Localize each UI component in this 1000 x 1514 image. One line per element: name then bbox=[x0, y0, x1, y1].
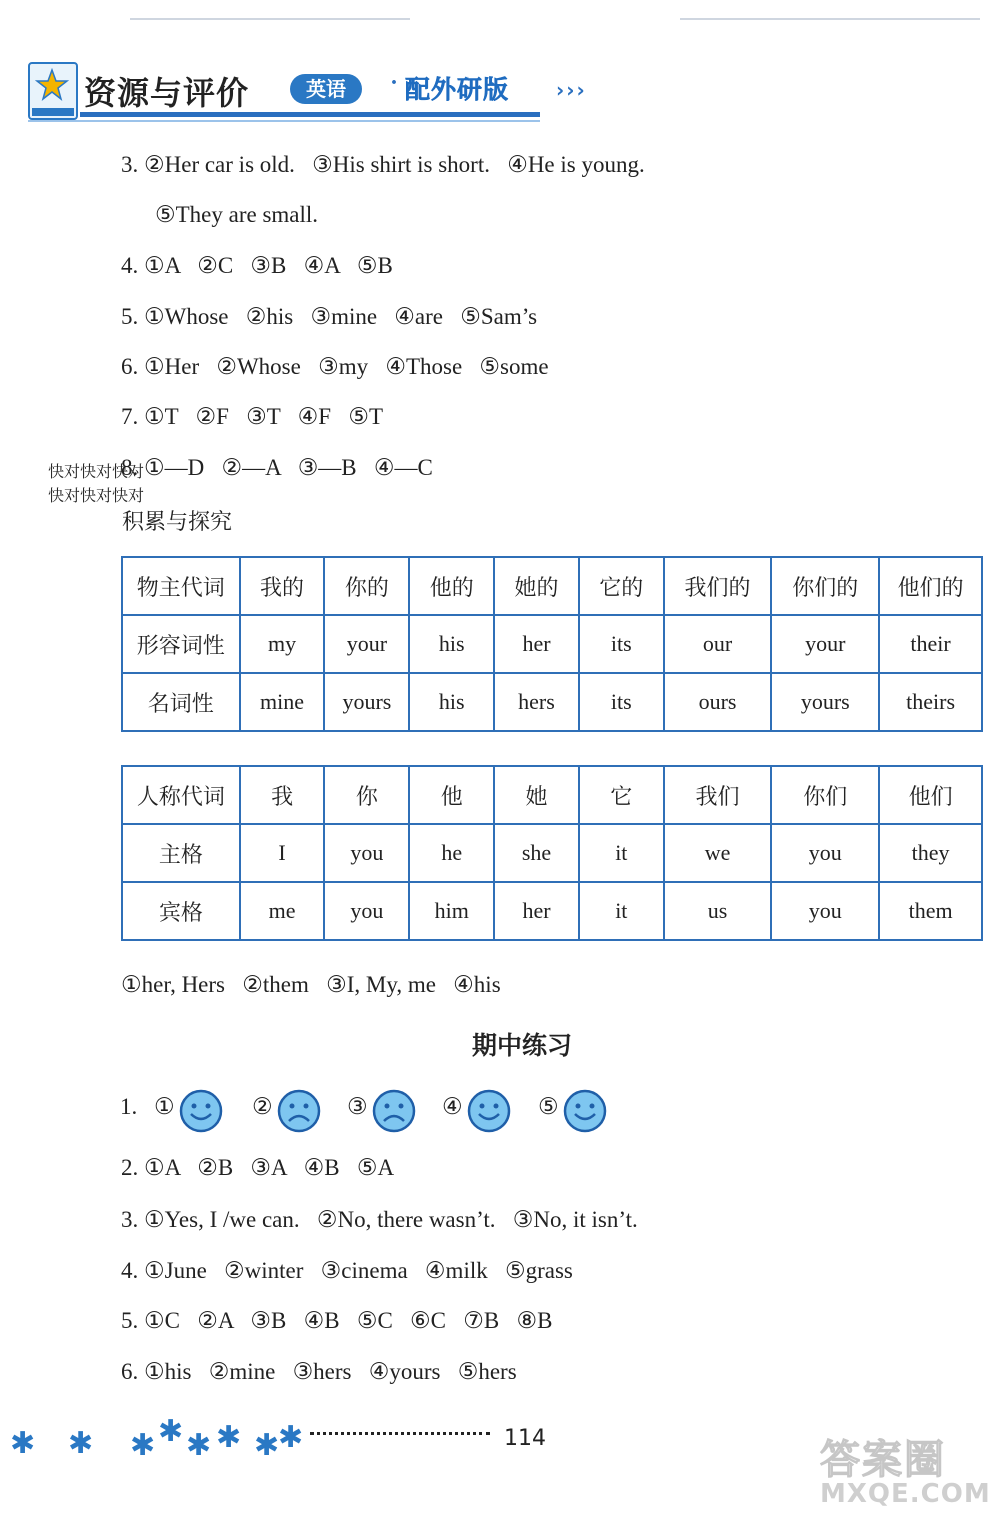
personal-table-cell: her bbox=[494, 882, 579, 940]
personal-table-cell: me bbox=[240, 882, 325, 940]
possessive-table-cell: yours bbox=[771, 673, 879, 731]
possessive-table-cell: its bbox=[579, 615, 664, 673]
possessive-table-cell: our bbox=[664, 615, 772, 673]
pronoun-answer-line: ①her, Hers ②them ③I, My, me ④his bbox=[121, 972, 501, 997]
personal-table-cell: they bbox=[879, 824, 982, 882]
star-icon: ✱ bbox=[158, 1414, 184, 1449]
possessive-table-cell: her bbox=[494, 615, 579, 673]
header-edition: 配外研版 bbox=[405, 75, 510, 104]
personal-table-cell: 我 bbox=[240, 766, 325, 824]
answer-q5: 5. ①Whose ②his ③mine ④are ⑤Sam’s bbox=[121, 304, 538, 329]
overlay-text-2: 快对快对快对 bbox=[48, 486, 145, 505]
header-subject: 英语 bbox=[290, 74, 362, 104]
possessive-table-row bbox=[122, 615, 982, 673]
personal-table-cell: we bbox=[664, 824, 772, 882]
answer-q7: 7. ①T ②F ③T ④F ⑤T bbox=[121, 404, 383, 429]
personal-table-cell: 你们 bbox=[771, 766, 879, 824]
personal-table-cell: him bbox=[409, 882, 494, 940]
possessive-table-cell: my bbox=[240, 615, 325, 673]
possessive-table-row bbox=[122, 673, 982, 731]
possessive-table-cell: his bbox=[409, 615, 494, 673]
answer-q4: 4. ①A ②C ③B ④A ⑤B bbox=[121, 253, 393, 278]
smiley-face-icon bbox=[466, 1088, 512, 1134]
possessive-table-cell: 你的 bbox=[324, 557, 409, 615]
personal-table-cell: 你 bbox=[324, 766, 409, 824]
possessive-table-cell: 她的 bbox=[494, 557, 579, 615]
possessive-pronoun-table bbox=[121, 556, 983, 732]
possessive-table-cell: mine bbox=[240, 673, 325, 731]
star-icon: ✱ bbox=[186, 1428, 212, 1463]
possessive-table-cell: theirs bbox=[879, 673, 982, 731]
overlay-text-1: 快对快对快对 bbox=[48, 462, 145, 481]
possessive-table-cell: 我的 bbox=[240, 557, 325, 615]
midterm-q5: 5. ①C ②A ③B ④B ⑤C ⑥C ⑦B ⑧B bbox=[121, 1308, 553, 1333]
possessive-table-cell: your bbox=[324, 615, 409, 673]
q1-number: 1. bbox=[120, 1094, 138, 1119]
possessive-table-cell: 它的 bbox=[579, 557, 664, 615]
possessive-table-cell: their bbox=[879, 615, 982, 673]
personal-table-cell: 她 bbox=[494, 766, 579, 824]
page-footer bbox=[10, 1414, 570, 1470]
possessive-table-cell: hers bbox=[494, 673, 579, 731]
personal-table-cell: you bbox=[324, 824, 409, 882]
star-icon: ✱ bbox=[278, 1420, 304, 1455]
personal-table-cell: 他们 bbox=[879, 766, 982, 824]
star-icon: ✱ bbox=[216, 1420, 242, 1455]
possessive-table-cell: 你们的 bbox=[771, 557, 879, 615]
page-header bbox=[28, 62, 587, 120]
smiley-face-icon bbox=[178, 1088, 224, 1134]
midterm-q6: 6. ①his ②mine ③hers ④yours ⑤hers bbox=[121, 1359, 517, 1384]
possessive-table-row bbox=[122, 557, 982, 615]
sad-face-icon bbox=[371, 1088, 417, 1134]
top-rule-left bbox=[130, 18, 410, 20]
midterm-q2: 2. ①A ②B ③A ④B ⑤A bbox=[121, 1155, 395, 1180]
possessive-table-cell: ours bbox=[664, 673, 772, 731]
section-heading-midterm: 期中练习 bbox=[471, 1031, 572, 1060]
personal-table-cell: you bbox=[771, 824, 879, 882]
star-icon: ✱ bbox=[254, 1428, 280, 1463]
answer-q3-line2: ⑤They are small. bbox=[155, 202, 319, 227]
possessive-table-cell: his bbox=[409, 673, 494, 731]
answer-q8: 8. ①—D ②—A ③—B ④—C bbox=[121, 455, 433, 480]
midterm-q4: 4. ①June ②winter ③cinema ④milk ⑤grass bbox=[121, 1258, 573, 1283]
possessive-table-cell: 物主代词 bbox=[122, 557, 240, 615]
answer-q3-line1: 3. ②Her car is old. ③His shirt is short. ④He is young. bbox=[121, 152, 645, 177]
personal-table-cell: 它 bbox=[579, 766, 664, 824]
personal-table-cell: you bbox=[324, 882, 409, 940]
dotted-leader bbox=[310, 1432, 490, 1435]
personal-table-row bbox=[122, 882, 982, 940]
possessive-table-cell: 名词性 bbox=[122, 673, 240, 731]
star-icon: ✱ bbox=[130, 1428, 156, 1463]
personal-table-cell: 人称代词 bbox=[122, 766, 240, 824]
personal-table-row bbox=[122, 824, 982, 882]
personal-table-cell: it bbox=[579, 882, 664, 940]
possessive-table-cell: your bbox=[771, 615, 879, 673]
answer-q6: 6. ①Her ②Whose ③my ④Those ⑤some bbox=[121, 354, 549, 379]
watermark bbox=[820, 1428, 990, 1509]
personal-table-cell: 宾格 bbox=[122, 882, 240, 940]
personal-table-cell: 我们 bbox=[664, 766, 772, 824]
possessive-table-cell: its bbox=[579, 673, 664, 731]
chevrons-icon: ››› bbox=[556, 78, 587, 102]
top-rule-right bbox=[680, 18, 980, 20]
personal-table-cell: us bbox=[664, 882, 772, 940]
personal-table-cell: them bbox=[879, 882, 982, 940]
personal-pronoun-table bbox=[121, 765, 983, 941]
header-band bbox=[80, 66, 587, 117]
personal-table-cell: I bbox=[240, 824, 325, 882]
possessive-table-cell: yours bbox=[324, 673, 409, 731]
possessive-table-cell: 他们的 bbox=[879, 557, 982, 615]
watermark-line-1: 答案圈 bbox=[820, 1437, 946, 1483]
header-separator: · bbox=[390, 70, 399, 96]
page-number: 114 bbox=[504, 1426, 546, 1451]
possessive-table-cell: 形容词性 bbox=[122, 615, 240, 673]
personal-table-row bbox=[122, 766, 982, 824]
section-heading-accumulate: 积累与探究 bbox=[122, 510, 233, 535]
star-icon: ✱ bbox=[10, 1426, 36, 1461]
possessive-table-cell: 他的 bbox=[409, 557, 494, 615]
personal-table-cell: he bbox=[409, 824, 494, 882]
star-icon: ✱ bbox=[68, 1426, 94, 1461]
personal-table-cell: 主格 bbox=[122, 824, 240, 882]
header-title: 资源与评价 bbox=[84, 74, 250, 112]
midterm-q3: 3. ①Yes, I /we can. ②No, there wasn’t. ③No, it isn’t. bbox=[121, 1207, 638, 1232]
brand-logo-icon bbox=[28, 62, 78, 120]
personal-table-cell: it bbox=[579, 824, 664, 882]
watermark-line-2: MXQE.COM bbox=[820, 1479, 991, 1509]
personal-table-cell: you bbox=[771, 882, 879, 940]
personal-table-cell: 他 bbox=[409, 766, 494, 824]
sad-face-icon bbox=[276, 1088, 322, 1134]
personal-table-cell: she bbox=[494, 824, 579, 882]
possessive-table-cell: 我们的 bbox=[664, 557, 772, 615]
smiley-face-icon bbox=[562, 1088, 608, 1134]
